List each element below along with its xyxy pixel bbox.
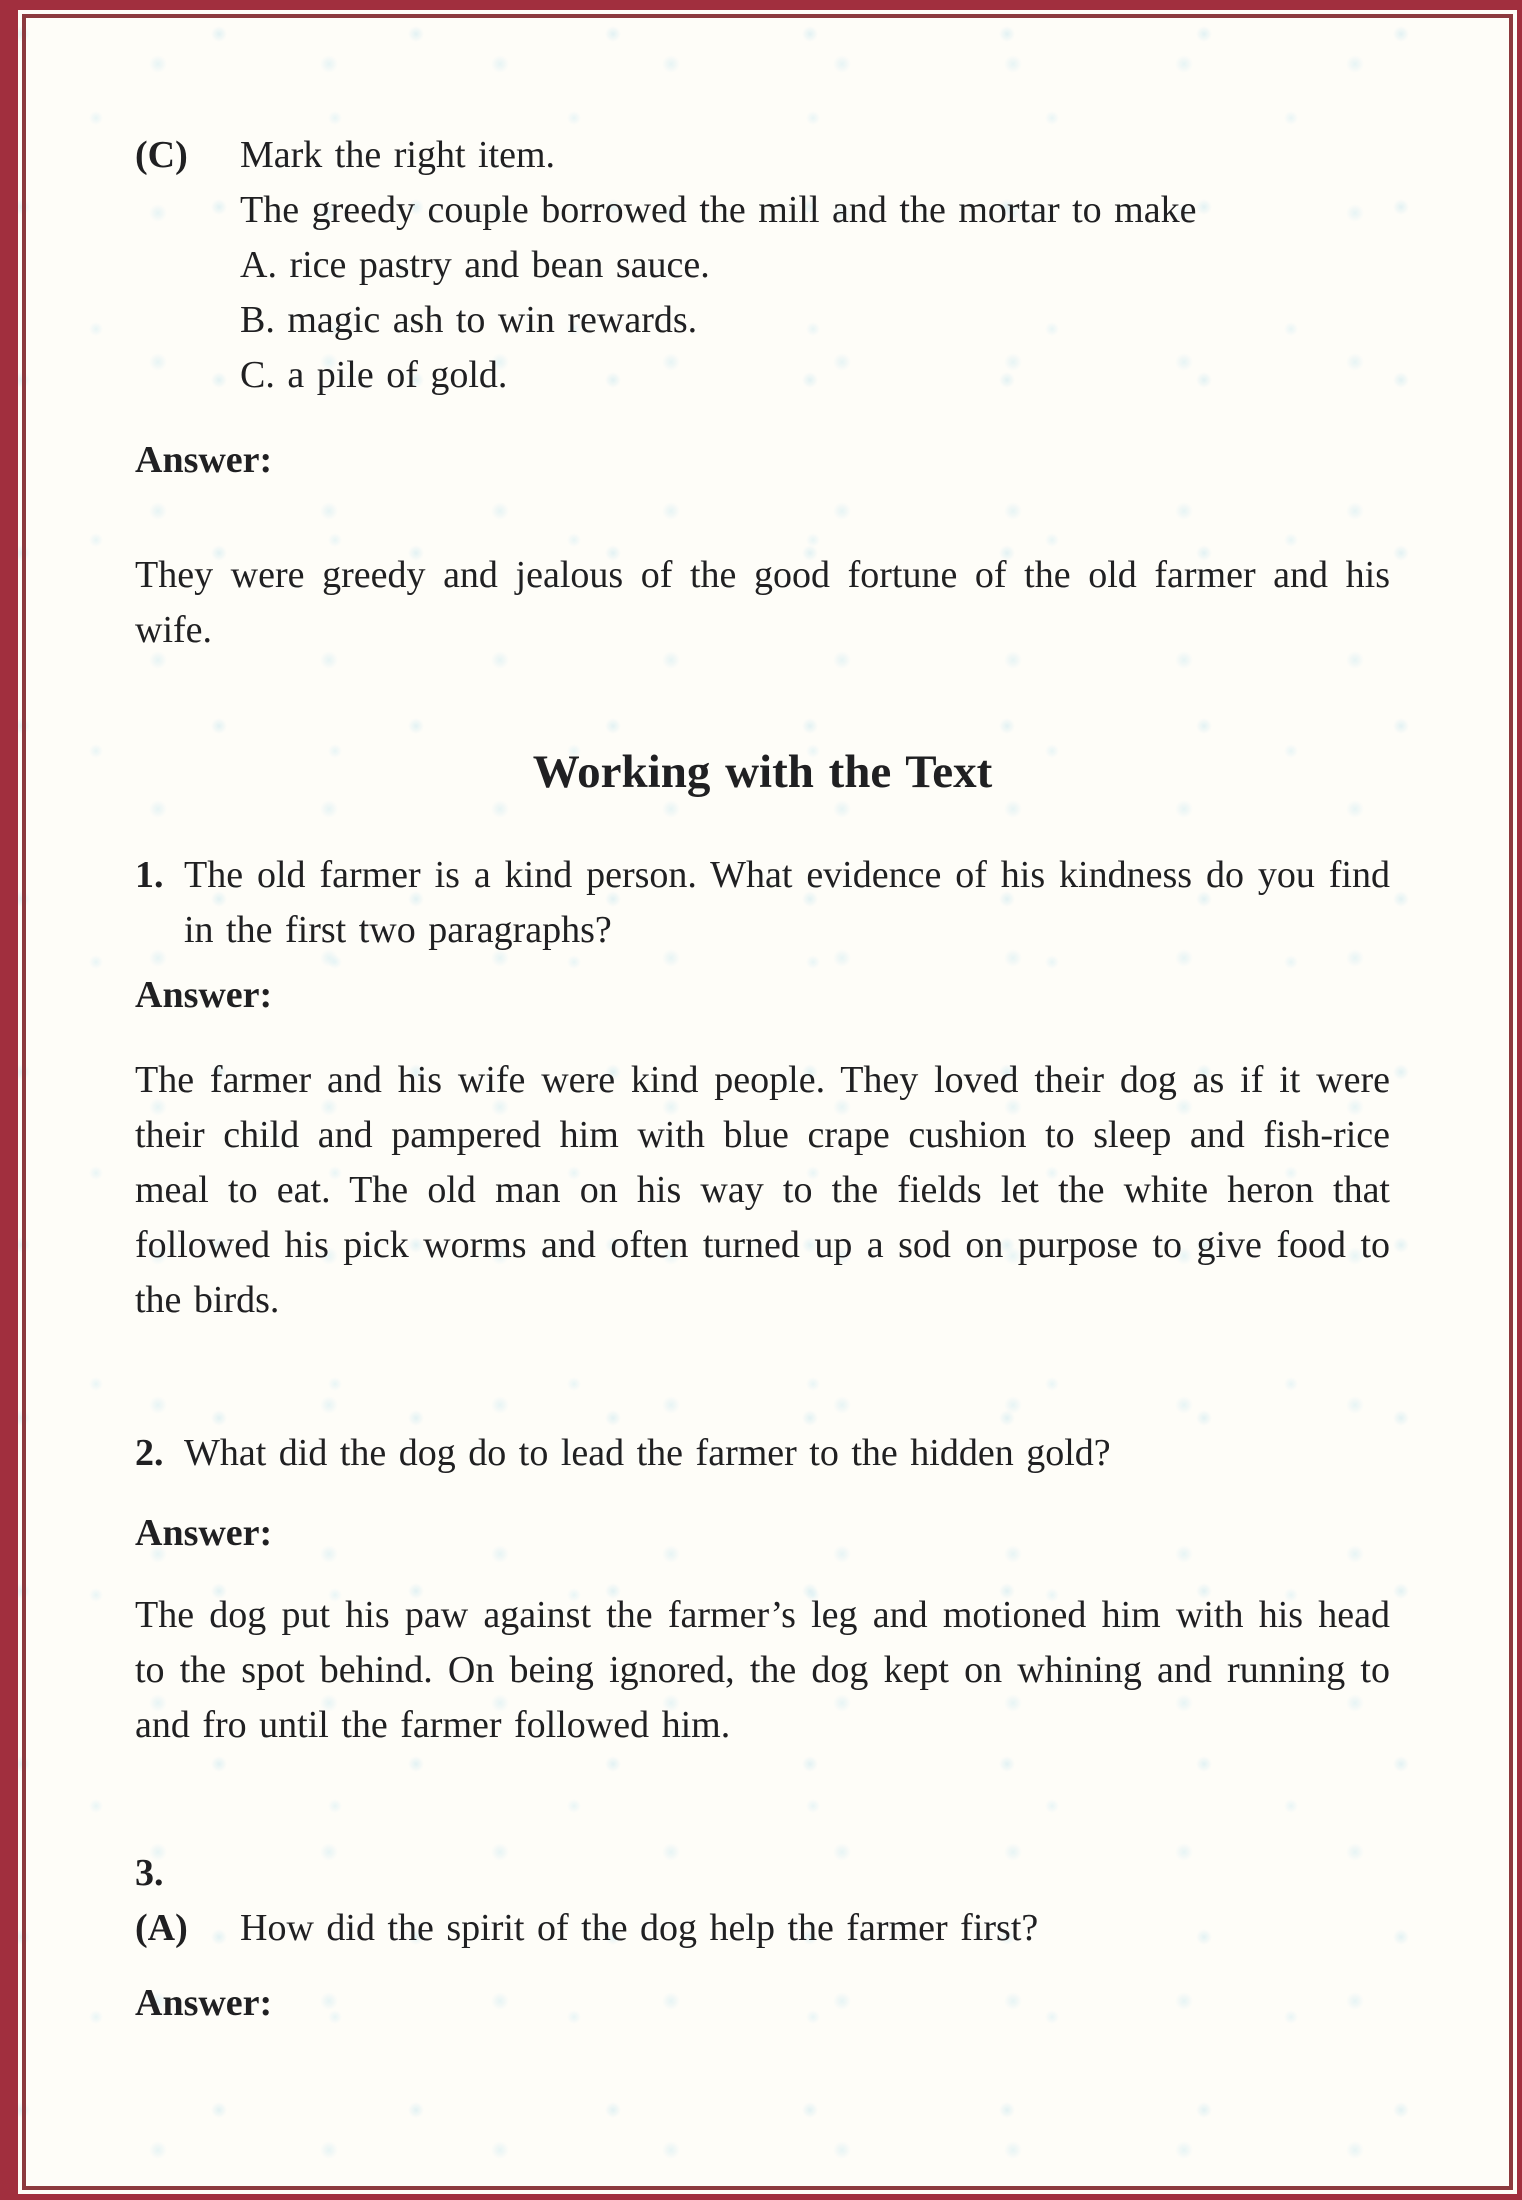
question-2-number: 2. — [135, 1432, 164, 1474]
question-c-body — [240, 128, 1390, 403]
option-item-c: C. a pile of gold. — [240, 354, 508, 396]
answer-label-c: Answer: — [135, 439, 273, 481]
option-item-a: A. rice pastry and bean sauce. — [240, 244, 710, 286]
answer-label-2: Answer: — [135, 1512, 273, 1554]
option-item-b: B. magic ash to win rewards. — [240, 299, 698, 341]
question-1-number: 1. — [135, 854, 164, 896]
question-1-text: The old farmer is a kind person. What evidence of his kindness do you find in the first two paragraphs? — [184, 854, 1390, 951]
section-heading: Working with the Text — [532, 746, 993, 798]
answer-label-3: Answer: — [135, 1982, 273, 2024]
question-2-text: What did the dog do to lead the farmer to the hidden gold? — [184, 1432, 1111, 1474]
answer-text-c: They were greedy and jealous of the good fortune of the old farmer and his wife. — [135, 554, 1390, 651]
answer-text-1: The farmer and his wife were kind people. They loved their dog as if it were their child and pampered him with blue crape cushion to sleep and fish-rice meal to eat. The old man on his way to the fields let the white heron that followed his pick worms and often turned up a sod on purpose to give food to the birds. — [135, 1059, 1390, 1321]
question-c-block — [135, 128, 1390, 403]
question-c-label: (C) — [135, 134, 188, 176]
question-c-prompt: Mark the right item. — [240, 134, 556, 176]
question-2-block — [135, 1426, 1390, 1481]
question-3a-text: How did the spirit of the dog help the farmer first? — [240, 1907, 1039, 1949]
question-c-stem: The greedy couple borrowed the mill and the mortar to make — [240, 189, 1197, 231]
answer-label-1: Answer: — [135, 974, 273, 1016]
question-1-block — [135, 848, 1390, 958]
answer-text-2: The dog put his paw against the farmer’s leg and motioned him with his head to the spot behind. On being ignored, the dog kept on whining and running to and fro until the farmer followed him. — [135, 1594, 1390, 1746]
question-3a-label: (A) — [135, 1907, 188, 1949]
question-3-number: 3. — [135, 1852, 164, 1894]
question-3a-block — [135, 1901, 1390, 1956]
page-content — [135, 26, 1390, 2031]
